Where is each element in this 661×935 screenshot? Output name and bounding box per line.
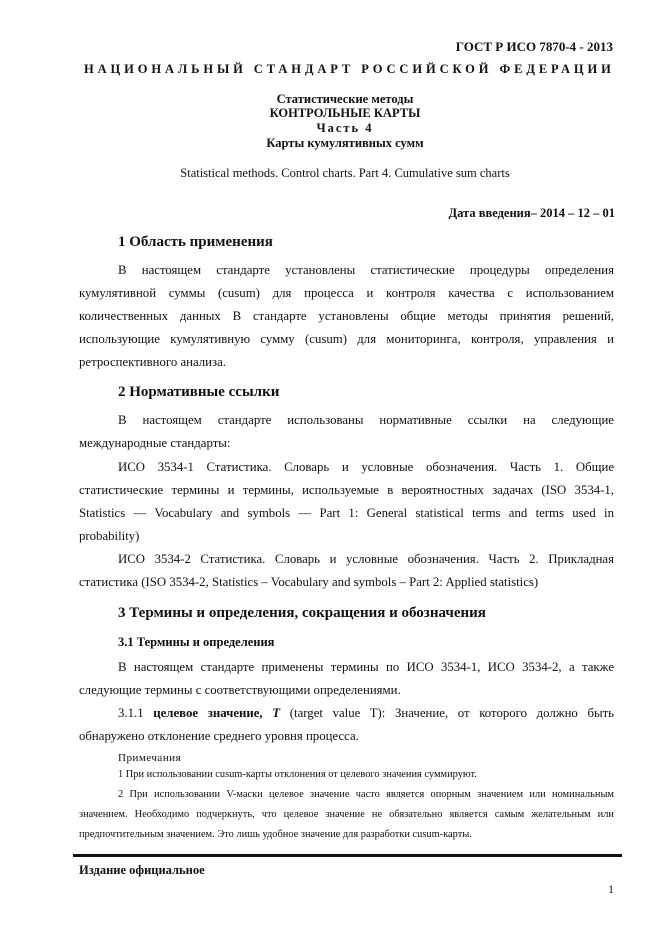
note-2: 2 При использовании V-маски целевое значение часто является опорным значением или номинальным [118,789,614,800]
term-name: целевое значение, [153,706,263,720]
edition-label: Издание официальное [79,863,205,877]
intro-date: Дата введения– 2014 – 12 – 01 [448,206,615,220]
section-2-line: статистика (ISO 3534-2, Statistics – Vocabulary and symbols – Part 2: Applied statistics) [79,575,539,589]
section-2-line: международные стандарты: [79,436,231,450]
footer-rule [73,854,622,857]
term-definition: (target value T): Значение, от которого должно быть [289,706,615,720]
section-1-line: использующие кумулятивную сумму (cusum) для мониторинга, контроля, управления и [79,332,614,346]
section-2-line: Statistics — Vocabulary and symbols — Part 1: General statistical terms and terms used in [79,506,614,520]
section-3-line: В настоящем стандарте применены термины по ИСО 3534-1, ИСО 3534-2, а также [118,660,614,674]
section-3-line: следующие термины с соответствующими определениями. [79,683,401,697]
note-2-cont: предпочтительным значением. Это лишь удобное значение для разработки cusum-карты. [79,829,472,840]
gost-code: ГОСТ Р ИСО 7870-4 - 2013 [455,39,613,54]
national-standard-banner: НАЦИОНАЛЬНЫЙ СТАНДАРТ РОССИЙСКОЙ ФЕДЕРАЦИИ [84,62,615,76]
note-2-cont: значением. Необходимо подчеркнуть, что целевое значение не обязательно является самым желательным или [79,809,614,820]
section-1-line: В настоящем стандарте установлены статистические процедуры определения [118,263,614,277]
section-1-line: ретроспективного анализа. [79,355,226,369]
section-1-heading: 1 Область применения [118,234,273,250]
term-3-1-1-line-2: обнаружено отклонение среднего уровня процесса. [79,729,359,743]
section-1-line: кумулятивной суммы (cusum) для процесса и контроля качества с использованием [79,286,614,300]
title-english: Statistical methods. Control charts. Part 4. Cumulative sum charts [180,166,510,180]
term-symbol: T [272,706,281,720]
section-2-line: статистические термины и термины, используемые в вероятностных задачах (ISO 3534-1, [79,483,614,497]
section-2-line: В настоящем стандарте использованы нормативные ссылки на следующие [118,413,614,427]
term-3-1-1 [118,705,614,721]
title-line-1: Статистические методы [276,92,414,106]
title-line-2: КОНТРОЛЬНЫЕ КАРТЫ [269,106,421,120]
section-3-1-subheading: 3.1 Термины и определения [118,635,275,649]
title-line-4: Карты кумулятивных сумм [266,136,424,150]
term-number: 3.1.1 [118,706,144,720]
title-line-3: Часть 4 [316,121,374,135]
note-1: 1 При использовании cusum-карты отклонения от целевого значения суммируют. [118,769,477,780]
section-3-heading: 3 Термины и определения, сокращения и обозначения [118,605,486,621]
section-2-line: ИСО 3534-1 Статистика. Словарь и условные обозначения. Часть 1. Общие [118,460,614,474]
notes-label: Примечания [118,752,182,764]
section-2-line: ИСО 3534-2 Статистика. Словарь и условные обозначения. Часть 2. Прикладная [118,552,614,566]
page-number: 1 [608,882,614,896]
section-1-line: количественных данных В стандарте установлены общие методы принятия решений, [79,309,614,323]
section-2-heading: 2 Нормативные ссылки [118,384,280,400]
section-2-line: probability) [79,529,140,543]
